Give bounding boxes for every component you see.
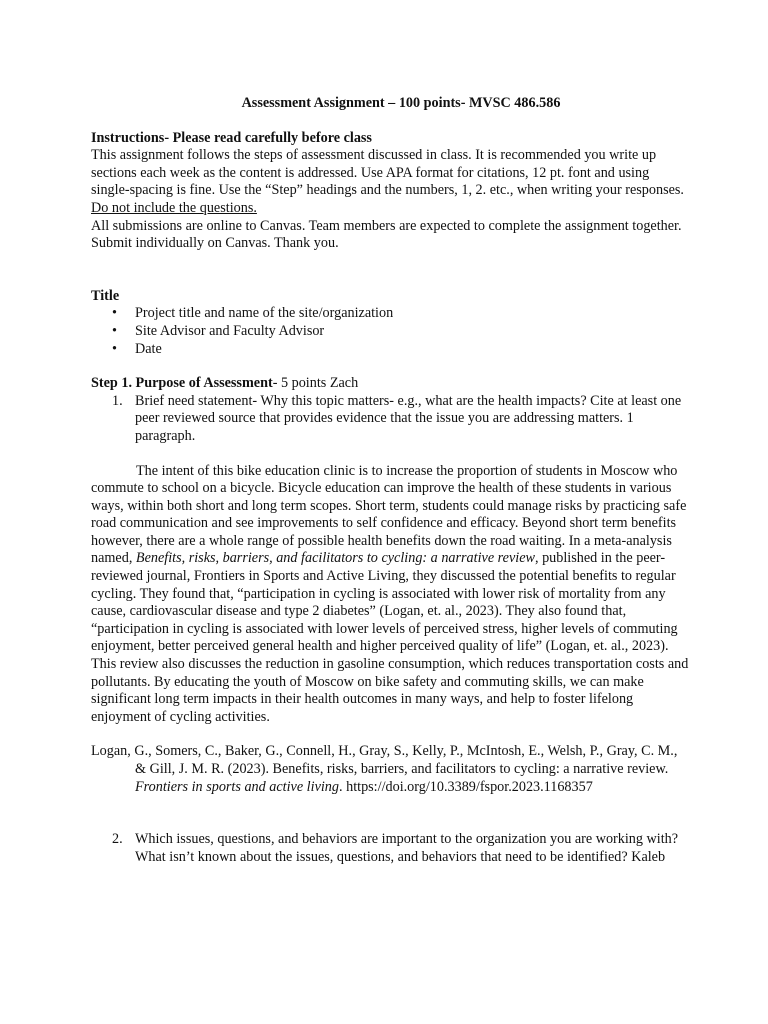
bullet-glyph: • <box>112 305 117 322</box>
question-1 <box>91 393 691 446</box>
instructions-paragraph <box>91 147 691 217</box>
bullet-glyph: • <box>112 322 117 339</box>
answer-paragraph <box>91 463 691 727</box>
spacer <box>91 253 691 288</box>
instructions-heading: Instructions- Please read carefully before class <box>91 129 372 146</box>
instructions-text: This assignment follows the steps of assessment discussed in class. It is recommended you write up sections each week as the content is addressed. Use APA format for citations, 12 pt. font and using single-spacing is fine. Use the “Step” headings and the numbers, 1, 2. etc., when writing your responses. <box>91 147 684 199</box>
title-bullet-list <box>91 305 691 358</box>
step1-heading: Step 1. Purpose of Assessment <box>91 375 273 392</box>
list-item-text: Project title and name of the site/organization <box>135 305 394 322</box>
spacer <box>91 796 691 831</box>
instructions-underlined-note: Do not include the questions. <box>91 199 257 216</box>
document-page <box>91 95 691 866</box>
reference-doi: . https://doi.org/10.3389/fspor.2023.1168357 <box>339 778 593 795</box>
list-item <box>91 305 691 323</box>
question-number: 2. <box>112 831 123 848</box>
question-text: Which issues, questions, and behaviors are important to the organization you are working with? What isn’t known about the issues, questions, and behaviors that need to be identified? Kaleb <box>135 831 679 865</box>
title-section-heading: Title <box>91 287 120 304</box>
reference-authors: Logan, G., Somers, C., Baker, G., Connell, H., Gray, S., Kelly, P., McIntosh, E., Welsh, P., Gray, C. M., <box>91 743 678 760</box>
list-item-text: Date <box>135 340 162 357</box>
reference-details <box>91 761 691 796</box>
question-number: 1. <box>112 392 123 409</box>
reference-journal: Frontiers in sports and active living <box>135 778 339 795</box>
answer-text-part2: , published in the peer-reviewed journal, Frontiers in Sports and Active Living, they discussed the potential benefits to regular cycling. They found that, “participation in cycling is associated with lower risk of mortality from any cause, cardiovascular disease and type 2 diabetes” (Logan, et. al., 2023). They also found that, “participation in cycling is associated with lower levels of perceived stress, higher levels of commuting enjoyment, better perceived general health and higher perceived quality of life” (Logan, et. al., 2023). This review also discusses the reduction in gasoline consumption, which reduces transportation costs and pollutants. By educating the youth of Moscow on bike safety and commuting skills, we can make significant long term impacts in their health outcomes in many ways, and help to foster lifelong enjoyment of cycling activities. <box>91 550 689 725</box>
list-item <box>91 341 691 359</box>
bullet-glyph: • <box>112 340 117 357</box>
document-title: Assessment Assignment – 100 points- MVSC 486.586 <box>241 95 561 111</box>
step1-points-owner: - 5 points Zach <box>272 375 359 392</box>
list-item <box>91 323 691 341</box>
spacer <box>91 358 691 375</box>
spacer <box>91 446 691 463</box>
spacer <box>91 726 691 743</box>
step1-heading-line <box>91 375 691 393</box>
list-item-text: Site Advisor and Faculty Advisor <box>135 322 325 339</box>
question-text: Brief need statement- Why this topic matters- e.g., what are the health impacts? Cite at least one peer reviewed source that provides evidence that the issue you are addressing matters. 1 paragraph. <box>135 392 682 444</box>
reference-text-part1: & Gill, J. M. R. (2023). Benefits, risks, barriers, and facilitators to cycling: a narrative review. <box>135 761 669 777</box>
submission-paragraph: All submissions are online to Canvas. Team members are expected to complete the assignment together. Submit individually on Canvas. Thank you. <box>91 217 682 252</box>
answer-review-title: Benefits, risks, barriers, and facilitators to cycling: a narrative review <box>135 550 535 567</box>
spacer <box>91 113 691 130</box>
answer-text-part1: The intent of this bike education clinic is to increase the proportion of students in Moscow who commute to school on a bicycle. Bicycle education can improve the health of these students in various ways, within both short and long term scopes. Short term, students could manage risks by practicing safe road communication and see improvements to self confidence and efficacy. Beyond short term benefits however, there are a whole range of possible health benefits down the road waiting. In a meta-analysis named, <box>91 462 687 567</box>
question-2 <box>91 831 691 866</box>
